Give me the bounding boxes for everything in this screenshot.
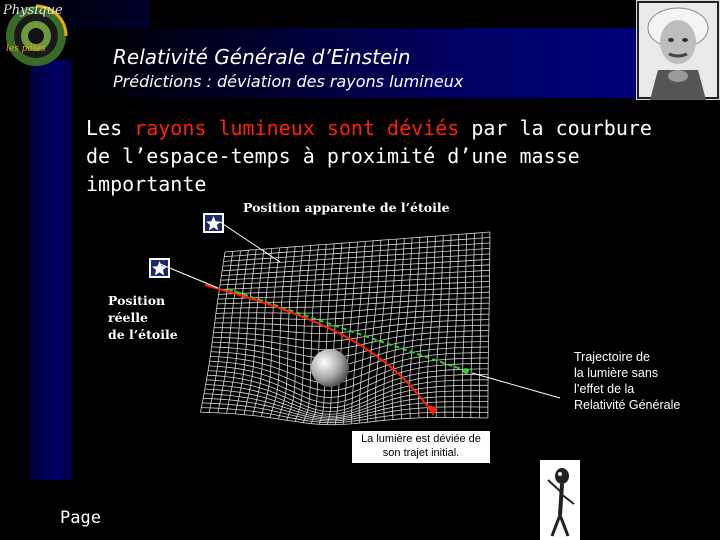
logo-text-bottom: les pôles	[6, 44, 46, 54]
real-position-label: Position réelle de l’étoile	[108, 293, 178, 342]
body-text-end: par la courbure de l’espace-temps à proximité d’une masse importante	[86, 116, 652, 196]
grid-line-vertical	[359, 241, 373, 423]
logo-text-top: Physique	[3, 3, 63, 18]
figure-caption: La lumière est déviée de son trajet initial.	[352, 431, 490, 463]
grid-line-vertical	[287, 246, 303, 420]
slide-subtitle: Prédictions : déviation des rayons lumineux	[113, 72, 464, 91]
page-label: Page	[60, 508, 101, 528]
mascot-figure	[540, 460, 580, 540]
grid-line-horizontal	[206, 385, 488, 415]
grid-line-vertical	[335, 243, 350, 425]
trajectory-label: Trajectoire de la lumière sans l’effet de la Relativité Générale	[574, 350, 681, 412]
mass-sphere	[311, 349, 349, 387]
body-text-highlight: rayons lumineux sont déviés	[134, 116, 460, 140]
body-text-start: Les	[86, 116, 135, 140]
real-star-icon	[149, 258, 170, 278]
grid-line-vertical	[367, 240, 381, 422]
grid-line-vertical	[278, 247, 295, 419]
apparent-position-label: Position apparente de l’étoile	[243, 200, 450, 215]
undeflected-ray-end	[463, 368, 469, 374]
slide-title: Relativité Générale d’Einstein	[113, 45, 411, 69]
grid-line-vertical	[375, 240, 388, 422]
grid-line-vertical	[201, 252, 226, 412]
